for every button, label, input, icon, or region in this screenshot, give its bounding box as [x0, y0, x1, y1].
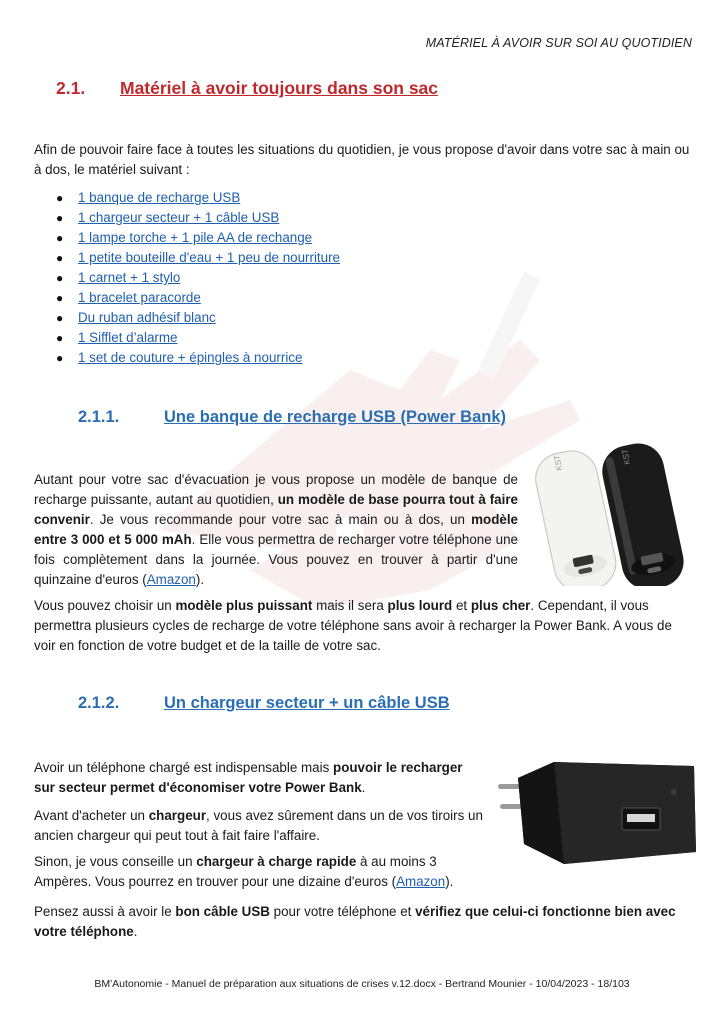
- running-header: MATÉRIEL À AVOIR SUR SOI AU QUOTIDIEN: [425, 36, 692, 50]
- list-item-link[interactable]: 1 set de couture + épingles à nourrice: [78, 350, 303, 365]
- power-bank-brand: KST: [552, 454, 564, 472]
- list-item: [34, 308, 674, 328]
- equipment-list: [34, 188, 674, 368]
- bullet-icon: ●: [56, 251, 64, 265]
- wall-charger-image: [494, 748, 698, 870]
- list-item: [34, 288, 674, 308]
- bullet-icon: ●: [56, 311, 64, 325]
- list-item: [34, 248, 674, 268]
- charger-paragraph-4: Pensez aussi à avoir le bon câble USB pour votre téléphone et vérifiez que celui-ci fonctionne bien avec votre téléphone.: [34, 904, 676, 939]
- bullet-icon: ●: [56, 211, 64, 225]
- power-bank-brand: KST: [620, 448, 632, 466]
- list-item-link[interactable]: 1 bracelet paracorde: [78, 290, 201, 305]
- list-item: [34, 188, 674, 208]
- list-item-link[interactable]: 1 chargeur secteur + 1 câble USB: [78, 210, 280, 225]
- bullet-icon: ●: [56, 351, 64, 365]
- bullet-icon: ●: [56, 231, 64, 245]
- amazon-link[interactable]: Amazon: [396, 874, 446, 889]
- bullet-icon: ●: [56, 331, 64, 345]
- bullet-icon: ●: [56, 291, 64, 305]
- list-item-link[interactable]: 1 petite bouteille d'eau + 1 peu de nourriture: [78, 250, 341, 265]
- subsection-title[interactable]: Un chargeur secteur + un câble USB: [164, 694, 450, 712]
- list-item: [34, 208, 674, 228]
- list-item-link[interactable]: Du ruban adhésif blanc: [78, 310, 216, 325]
- amazon-link[interactable]: Amazon: [146, 572, 196, 587]
- list-item-link[interactable]: 1 lampe torche + 1 pile AA de rechange: [78, 230, 313, 245]
- subsection-heading-power-bank: [78, 408, 506, 427]
- section-number: 2.1.: [56, 78, 86, 98]
- subsection-number: 2.1.1.: [78, 408, 120, 426]
- charger-paragraph-1: Avoir un téléphone chargé est indispensable mais pouvoir le recharger sur secteur permet d'économiser votre Power Bank.: [34, 760, 463, 795]
- bullet-icon: ●: [56, 271, 64, 285]
- charger-paragraph-3: Sinon, je vous conseille un chargeur à charge rapide à au moins 3 Ampères. Vous pourrez en trouver pour une dizaine d'euros (Amazon).: [34, 854, 454, 889]
- list-item-link[interactable]: 1 Sifflet d’alarme: [78, 330, 178, 345]
- page-footer: BM'Autonomie - Manuel de préparation aux situations de crises v.12.docx - Bertrand Mounier - 10/04/2023 - 18/103: [94, 978, 630, 990]
- power-bank-paragraph-1: Autant pour votre sac d'évacuation je vous propose un modèle de banque de recharge puissante, autant au quotidien, un modèle de base pourra tout à faire convenir. Je vous recommande pour votre sac à main ou à dos, un modèle entre 3 000 et 5 000 mAh. Elle vous permettra de recharger votre téléphone une fois complètement dans la journée. Vous pouvez en trouver à partir d'une quinzaine d'euros (Amazon).: [34, 472, 518, 587]
- list-item: [34, 348, 674, 368]
- list-item-link[interactable]: 1 banque de recharge USB: [78, 190, 241, 205]
- list-item-link[interactable]: 1 carnet + 1 stylo: [78, 270, 181, 285]
- list-item: [34, 268, 674, 288]
- power-bank-image: [530, 436, 698, 586]
- list-item: [34, 228, 674, 248]
- charger-paragraph-2: Avant d'acheter un chargeur, vous avez sûrement dans un de vos tiroirs un ancien chargeur qui peut tout à fait faire l'affaire.: [34, 808, 483, 843]
- subsection-number: 2.1.2.: [78, 694, 120, 712]
- power-bank-paragraph-2: Vous pouvez choisir un modèle plus puissant mais il sera plus lourd et plus cher. Cependant, il vous permettra plusieurs cycles de recharge de votre téléphone sans avoir à recharger la Power Bank. A vous de voir en fonction de votre budget et de la taille de votre sac.: [34, 598, 672, 653]
- section-title[interactable]: Matériel à avoir toujours dans son sac: [120, 78, 439, 98]
- section-heading: [56, 78, 438, 99]
- intro-paragraph: Afin de pouvoir faire face à toutes les situations du quotidien, je vous propose d'avoir dans votre sac à main ou à dos, le matériel suivant :: [34, 142, 690, 177]
- subsection-heading-charger: [78, 694, 450, 713]
- list-item: [34, 328, 674, 348]
- bullet-icon: ●: [56, 191, 64, 205]
- subsection-title[interactable]: Une banque de recharge USB (Power Bank): [164, 408, 506, 426]
